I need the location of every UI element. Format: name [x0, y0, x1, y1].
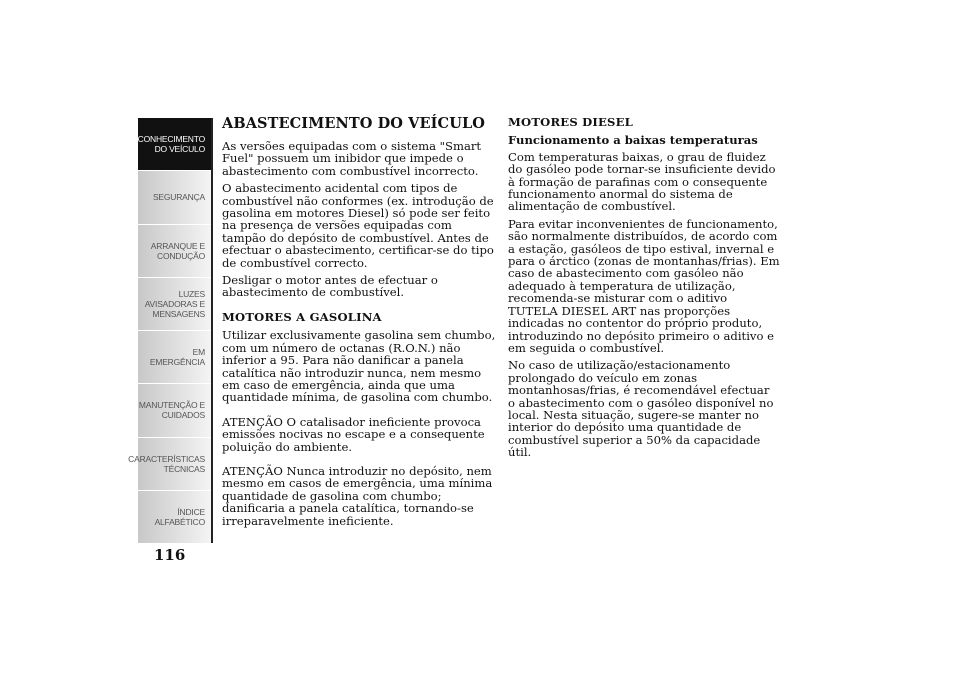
- paragraph-unleaded: Utilizar exclusivamente gasolina sem chumbo, com um número de octanas (R.O.N.) não inferior a 95. Para não danificar a panela catalítica não introduzir nunca, nem mesmo em caso de emergência, ainda que uma quantidade mínima, de gasolina com chumbo.: [222, 328, 496, 405]
- paragraph-additive: Para evitar inconvenientes de funcionamento, são normalmente distribuídos, de acordo com a estação, gasóleos de tipo estival, invernal e para o árctico (zonas de montanhas/frias). Em caso de abastecimento com gasóleo não adequado à temperatura de utilização, recomenda-se misturar com o aditivo TUTELA DIESEL ART nas proporções indicadas no contentor do próprio produto, introduzindo no depósito primeiro o aditivo e em seguida o combustível.: [508, 216, 780, 355]
- warning-catalyst: ATENÇÃO O catalisador ineficiente provoca emissões nocivas no escape e a consequente poluição do ambiente.: [222, 414, 485, 454]
- warning-leaded-fuel: ATENÇÃO Nunca introduzir no depósito, nem mesmo em casos de emergência, uma mínima quantidade de gasolina com chumbo; danificaria a panela catalítica, tornando-se irreparavelmente ineficiente.: [222, 463, 493, 528]
- nav-tab-manutencao[interactable]: MANUTENÇÃO E CUIDADOS: [138, 384, 211, 437]
- paragraph-mountain: No caso de utilização/estacionamento prolongado do veículo em zonas montanhosas/frias, é recomendável efectuar o abastecimento com o gasóleo disponível no local. Nesta situação, sugere-se manter no interior do depósito uma quantidade de combustível superior a 50% da capacidade útil.: [508, 358, 774, 460]
- paragraph-low-temp: Com temperaturas baixas, o grau de fluidez do gasóleo pode tornar-se insuficiente devido à formação de parafinas com o consequente funcionamento anormal do sistema de alimentação de combustível.: [508, 149, 776, 214]
- nav-tab-luzes[interactable]: LUZES AVISADORAS E MENSAGENS: [138, 278, 211, 331]
- heading-low-temperatures: Funcionamento a baixas temperaturas: [508, 133, 758, 148]
- nav-tab-seguranca[interactable]: SEGURANÇA: [138, 171, 211, 224]
- nav-tab-caracteristicas[interactable]: CARACTERÍSTICAS TÉCNICAS: [138, 438, 211, 491]
- left-column: [222, 116, 498, 532]
- heading-diesel-engines: MOTORES DIESEL: [508, 115, 634, 129]
- nav-tab-indice[interactable]: ÍNDICE ALFABÉTICO: [138, 491, 211, 543]
- paragraph-accidental-fuel: O abastecimento acidental com tipos de combustível não conformes (ex. introdução de gasolina em motores Diesel) só pode ser feito na presença de versões equipadas com tampão do depósito de combustível. Antes de efectuar o abastecimento, certificar-se do tipo de combustível correcto.: [222, 181, 494, 270]
- paragraph-smart-fuel: As versões equipadas com o sistema "Smart Fuel" possuem um inibidor que impede o abastecimento com combustível incorrecto.: [222, 139, 482, 178]
- page-number: 116: [154, 546, 186, 564]
- right-column: [508, 116, 780, 464]
- nav-tab-emergencia[interactable]: EM EMERGÊNCIA: [138, 331, 211, 384]
- nav-tab-arranque[interactable]: ARRANQUE E CONDUÇÃO: [138, 225, 211, 278]
- page-title: ABASTECIMENTO DO VEÍCULO: [222, 115, 485, 132]
- nav-tab-conhecimento[interactable]: CONHECIMENTO DO VEÍCULO: [138, 118, 211, 171]
- paragraph-engine-off: Desligar o motor antes de efectuar o abastecimento de combustível.: [222, 273, 438, 300]
- heading-gasoline-engines: MOTORES A GASOLINA: [222, 309, 382, 324]
- chapter-nav: [128, 118, 213, 543]
